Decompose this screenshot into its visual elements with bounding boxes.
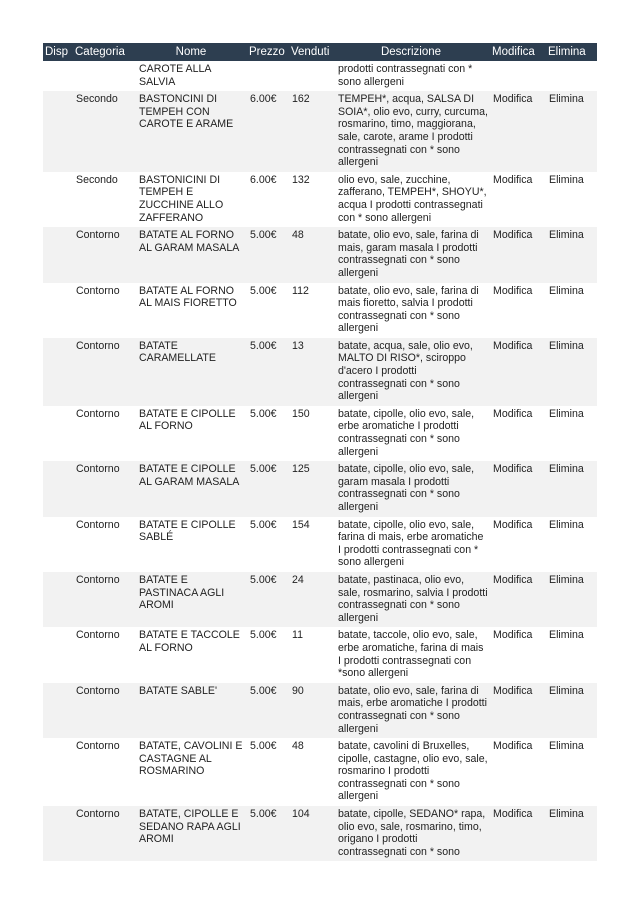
price-cell: 5.00€	[250, 740, 277, 753]
category-cell: Secondo	[76, 173, 118, 186]
name-cell: BATATE SABLE'	[135, 683, 247, 738]
sold-cell: 13	[289, 338, 332, 406]
category-cell: Contorno	[76, 740, 120, 753]
description-cell: batate, cipolle, olio evo, sale, erbe aromatiche I prodotti contrassegnati con * sono allergeni	[338, 407, 475, 458]
price-cell: 6.00€	[250, 173, 277, 186]
edit-link[interactable]: Modifica	[490, 806, 546, 861]
category-cell: Contorno	[73, 227, 135, 282]
price-cell: 5.00€	[250, 629, 277, 642]
sold-cell: 154	[292, 518, 310, 531]
price-cell: 5.00€	[250, 518, 277, 531]
table-row	[43, 406, 597, 461]
delete-link[interactable]: Elimina	[549, 518, 584, 531]
edit-link[interactable]: Modifica	[493, 284, 533, 297]
table-row	[43, 572, 597, 627]
products-table	[43, 43, 597, 861]
category-cell: Contorno	[76, 518, 120, 531]
sold-cell: 90	[289, 683, 332, 738]
price-cell: 5.00€	[247, 683, 289, 738]
description-cell: batate, olio evo, sale, farina di mais, erbe aromatiche I prodotti contrassegnati con * sono allergeni	[332, 683, 490, 738]
sold-cell: 125	[289, 461, 332, 516]
description-cell: olio evo, sale, zucchine, zafferano, TEMPEH*, SHOYU*, acqua I prodotti contrassegnati con * sono allergeni	[338, 173, 487, 224]
delete-link[interactable]: Elimina	[549, 173, 584, 186]
price-cell: 5.00€	[247, 227, 289, 282]
sold-cell	[289, 61, 332, 91]
sold-cell: 132	[292, 173, 310, 186]
delete-link[interactable]: Elimina	[546, 806, 597, 861]
description-cell: batate, taccole, olio evo, sale, erbe aromatiche, farina di mais I prodotti contrassegnati con *sono allergeni	[338, 629, 484, 680]
name-cell: BATATE, CAVOLINI E CASTAGNE AL ROSMARINO	[139, 740, 243, 778]
category-cell: Contorno	[73, 806, 135, 861]
disp-cell	[43, 227, 73, 282]
table-row	[43, 61, 597, 91]
header-modifica: Modifica	[490, 43, 546, 61]
name-cell: BATATE E CIPOLLE AL GARAM MASALA	[135, 461, 247, 516]
description-cell: batate, cavolini di Bruxelles, cipolle, castagne, olio evo, sale, rosmarino I prodotti contrassegnati con * sono allergeni	[338, 740, 488, 803]
table-row	[43, 91, 597, 172]
table-row	[43, 283, 597, 338]
price-cell: 5.00€	[247, 806, 289, 861]
price-cell: 5.00€	[247, 461, 289, 516]
name-cell: BATATE E PASTINACA AGLI AROMI	[135, 572, 247, 627]
disp-cell	[43, 683, 73, 738]
table-row	[43, 227, 597, 282]
name-cell: BASTONCINI DI TEMPEH CON CAROTE E ARAME	[135, 91, 247, 172]
edit-link	[490, 61, 546, 91]
disp-cell	[43, 91, 73, 172]
description-cell: batate, cipolle, SEDANO* rapa, olio evo, sale, rosmarino, timo, origano I prodotti contrassegnati con * sono	[332, 806, 490, 861]
disp-cell	[43, 461, 73, 516]
edit-link[interactable]: Modifica	[490, 91, 546, 172]
delete-link[interactable]: Elimina	[549, 740, 584, 753]
description-cell: batate, cipolle, olio evo, sale, farina di mais, erbe aromatiche I prodotti contrassegnati con * sono allergeni	[338, 518, 484, 569]
table-header-row	[43, 43, 597, 61]
edit-link[interactable]: Modifica	[493, 740, 533, 753]
header-categoria: Categoria	[73, 43, 135, 61]
edit-link[interactable]: Modifica	[493, 407, 533, 420]
price-cell: 5.00€	[250, 284, 277, 297]
price-cell: 6.00€	[247, 91, 289, 172]
delete-link[interactable]: Elimina	[546, 572, 597, 627]
header-disp: Disp	[43, 43, 73, 61]
delete-link[interactable]: Elimina	[549, 407, 584, 420]
description-cell: TEMPEH*, acqua, SALSA DI SOIA*, olio evo, curry, curcuma, rosmarino, timo, maggiorana, sale, carote, arame I prodotti contrassegnati con * sono allergeni	[332, 91, 490, 172]
edit-link[interactable]: Modifica	[490, 683, 546, 738]
delete-link[interactable]: Elimina	[546, 227, 597, 282]
table-body	[43, 61, 597, 861]
header-elimina: Elimina	[546, 43, 597, 61]
disp-cell	[43, 517, 73, 572]
category-cell	[73, 61, 135, 91]
table-row	[43, 172, 597, 227]
price-cell: 5.00€	[247, 572, 289, 627]
header-venduti: Venduti	[289, 43, 332, 61]
sold-cell: 48	[289, 227, 332, 282]
table-row	[43, 806, 597, 861]
header-prezzo: Prezzo	[247, 43, 289, 61]
description-cell: prodotti contrassegnati con * sono allergeni	[338, 63, 473, 88]
header-nome: Nome	[135, 43, 247, 61]
delete-link[interactable]: Elimina	[549, 629, 584, 642]
price-cell: 5.00€	[247, 338, 289, 406]
disp-cell	[43, 627, 73, 682]
edit-link[interactable]: Modifica	[493, 173, 533, 186]
description-cell: batate, pastinaca, olio evo, sale, rosmarino, salvia I prodotti contrassegnati con * sono allergeni	[332, 572, 490, 627]
disp-cell	[43, 338, 73, 406]
description-cell: batate, olio evo, sale, farina di mais, garam masala I prodotti contrassegnati con * sono allergeni	[332, 227, 490, 282]
category-cell: Contorno	[73, 683, 135, 738]
sold-cell: 150	[292, 407, 310, 420]
delete-link[interactable]: Elimina	[546, 91, 597, 172]
description-cell: batate, cipolle, olio evo, sale, garam masala I prodotti contrassegnati con * sono allergeni	[332, 461, 490, 516]
name-cell: BATATE CARAMELLATE	[135, 338, 247, 406]
disp-cell	[43, 406, 73, 461]
name-cell: CAROTE ALLA SALVIA	[139, 63, 211, 88]
name-cell: BATATE E CIPOLLE AL FORNO	[139, 407, 236, 433]
header-descrizione: Descrizione	[332, 43, 490, 61]
description-cell: batate, olio evo, sale, farina di mais fioretto, salvia I prodotti contrassegnati con * sono allergeni	[338, 284, 479, 335]
disp-cell	[43, 283, 73, 338]
table-row	[43, 517, 597, 572]
name-cell: BATATE AL FORNO AL GARAM MASALA	[135, 227, 247, 282]
sold-cell: 11	[292, 629, 303, 642]
name-cell: BATATE E CIPOLLE SABLÉ	[139, 518, 236, 544]
category-cell: Contorno	[73, 461, 135, 516]
name-cell: BATATE E TACCOLE AL FORNO	[139, 629, 240, 654]
table-row	[43, 683, 597, 738]
category-cell: Contorno	[73, 338, 135, 406]
name-cell: BATATE, CIPOLLE E SEDANO RAPA AGLI AROMI	[135, 806, 247, 861]
edit-link[interactable]: Modifica	[490, 461, 546, 516]
sold-cell: 104	[289, 806, 332, 861]
disp-cell	[43, 738, 73, 806]
table-row	[43, 338, 597, 406]
delete-link	[546, 61, 597, 91]
edit-link[interactable]: Modifica	[490, 572, 546, 627]
disp-cell	[43, 61, 73, 91]
sold-cell: 48	[292, 740, 304, 753]
delete-link[interactable]: Elimina	[546, 338, 597, 406]
table-row	[43, 627, 597, 682]
disp-cell	[43, 172, 73, 227]
edit-link[interactable]: Modifica	[493, 629, 533, 642]
table-row	[43, 461, 597, 516]
delete-link[interactable]: Elimina	[546, 683, 597, 738]
sold-cell: 112	[292, 284, 309, 297]
description-cell: batate, acqua, sale, olio evo, MALTO DI RISO*, sciroppo d'acero I prodotti contrassegnati con * sono allergeni	[332, 338, 490, 406]
table-row	[43, 738, 597, 806]
category-cell: Contorno	[73, 572, 135, 627]
category-cell: Secondo	[73, 91, 135, 172]
sold-cell: 162	[289, 91, 332, 172]
edit-link[interactable]: Modifica	[490, 227, 546, 282]
disp-cell	[43, 806, 73, 861]
edit-link[interactable]: Modifica	[490, 338, 546, 406]
name-cell: BASTONICINI DI TEMPEH E ZUCCHINE ALLO ZAFFERANO	[139, 173, 224, 224]
delete-link[interactable]: Elimina	[549, 284, 584, 297]
disp-cell	[43, 572, 73, 627]
price-cell	[247, 61, 289, 91]
category-cell: Contorno	[76, 407, 120, 420]
edit-link[interactable]: Modifica	[493, 518, 533, 531]
sold-cell: 24	[289, 572, 332, 627]
name-cell: BATATE AL FORNO AL MAIS FIORETTO	[139, 284, 237, 310]
category-cell: Contorno	[76, 629, 120, 642]
price-cell: 5.00€	[250, 407, 277, 420]
category-cell: Contorno	[76, 284, 120, 297]
delete-link[interactable]: Elimina	[546, 461, 597, 516]
